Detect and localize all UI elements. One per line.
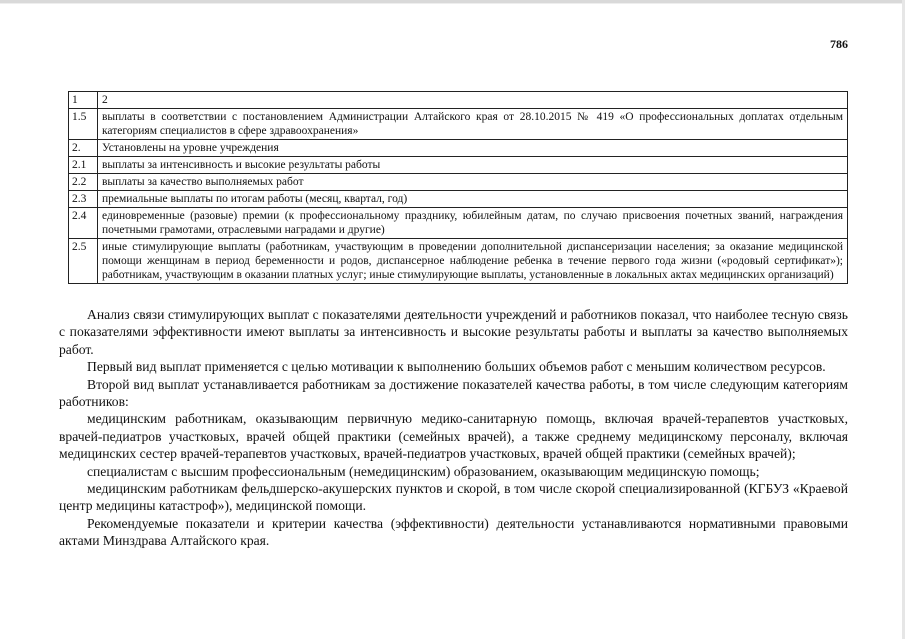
table-cell-num: 2.1 xyxy=(69,157,98,174)
paragraph-analysis: Анализ связи стимулирующих выплат с показателями деятельности учреждений и работников показал, что наиболее тесную связь с показателями эффективности имеют выплаты за интенсивность и высокие результаты работы и выплаты за качество выполняемых работ. xyxy=(59,307,848,357)
body-text xyxy=(59,306,848,550)
table-row xyxy=(69,191,848,208)
table-row xyxy=(69,174,848,191)
table-row xyxy=(69,157,848,174)
table-cell-text: выплаты за интенсивность и высокие результаты работы xyxy=(98,157,848,174)
table-cell-text: выплаты в соответствии с постановлением Администрации Алтайского края от 28.10.2015 № 419 «О профессиональных доплатах отдельным категориям специалистов в сфере здравоохранения» xyxy=(98,109,848,140)
paragraph-first-type: Первый вид выплат применяется с целью мотивации к выполнению больших объемов работ с меньшим количеством ресурсов. xyxy=(87,359,826,375)
table-cell-text: единовременные (разовые) премии (к профессиональному празднику, юбилейным датам, по случаю присвоения почетных званий, награждения почетными грамотами, отраслевыми наградами и другие) xyxy=(98,208,848,239)
paragraph-recommended: Рекомендуемые показатели и критерии качества (эффективности) деятельности устанавливаются нормативными правовыми актами Минздрава Алтайского края. xyxy=(59,515,848,549)
table-cell-num: 2.3 xyxy=(69,191,98,208)
paragraph-second-type: Второй вид выплат устанавливается работникам за достижение показателей качества работы, в том числе следующим категориям работников: xyxy=(59,376,848,410)
table-header-cell-text: 2 xyxy=(98,92,848,109)
table-cell-num: 2.2 xyxy=(69,174,98,191)
table-cell-text: иные стимулирующие выплаты (работникам, участвующим в проведении дополнительной диспансеризации населения; за оказание медицинской помощи женщинам в период беременности и родов, диспансерное наблюдение ребенка в течение первого года жизни («родовый сертификат»); работникам, участвующим в оказании платных услуг; иные стимулирующие выплаты, установленные в локальных актах медицинских организаций) xyxy=(98,239,848,284)
paragraph-medical-workers: медицинским работникам, оказывающим первичную медико-санитарную помощь, включая врачей-терапевтов участковых, врачей-педиатров участковых, врачей общей практики (семейных врачей), а также среднему медицинскому персоналу, включая медицинских сестер врачей-терапевтов участковых, врачей-педиатров участковых, врачей общей практики (семейных врачей); xyxy=(59,411,848,462)
table-cell-num: 2.5 xyxy=(69,239,98,284)
paragraph-feldsher-workers: медицинским работникам фельдшерско-акушерских пунктов и скорой, в том числе скорой специализированной (КГБУЗ «Краевой центр медицины катастроф»), медицинской помощи. xyxy=(59,481,848,514)
table-cell-text: выплаты за качество выполняемых работ xyxy=(98,174,848,191)
table-cell-num: 2.4 xyxy=(69,208,98,239)
table-header-cell-num: 1 xyxy=(69,92,98,109)
payments-table xyxy=(68,91,848,284)
table-cell-text: премиальные выплаты по итогам работы (месяц, квартал, год) xyxy=(98,191,848,208)
paragraph-specialists: специалистам с высшим профессиональным (немедицинским) образованием, оказывающим медицинскую помощь; xyxy=(87,463,760,479)
scan-edge-top-shadow xyxy=(0,3,905,4)
table-row xyxy=(69,208,848,239)
payments-table-wrapper xyxy=(68,91,848,284)
table-cell-num: 1.5 xyxy=(69,109,98,140)
table-cell-num: 2. xyxy=(69,140,98,157)
page-number: 786 xyxy=(830,37,848,51)
table-row xyxy=(69,239,848,284)
table-header-row xyxy=(69,92,848,109)
table-row xyxy=(69,140,848,157)
table-cell-text: Установлены на уровне учреждения xyxy=(98,140,848,157)
table-row xyxy=(69,109,848,140)
